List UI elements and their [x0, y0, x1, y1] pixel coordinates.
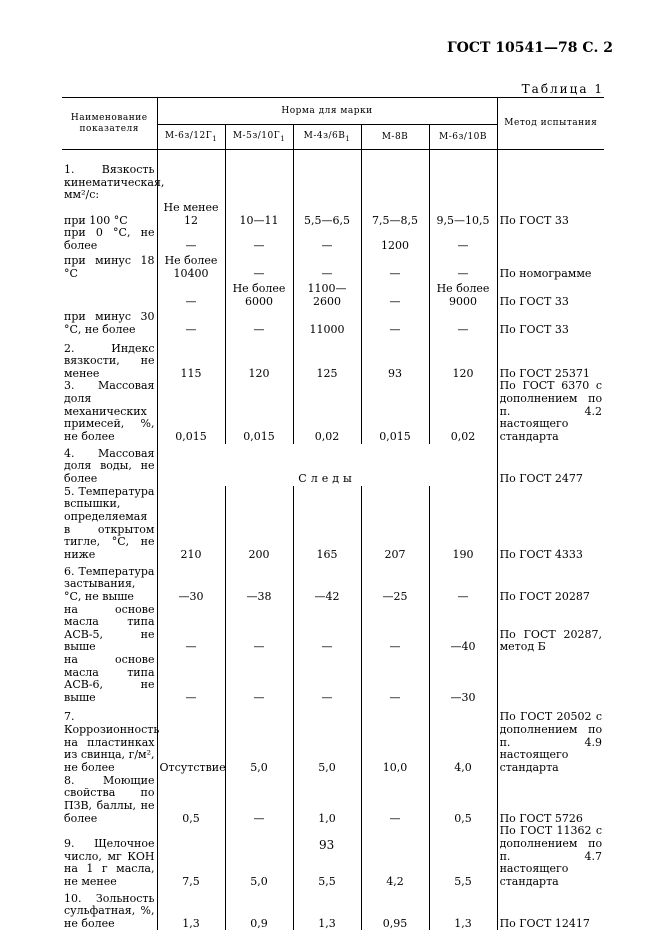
value-cell-grade-4: —	[361, 654, 429, 705]
test-method	[497, 227, 604, 252]
indicator-name: 5. Температура вспышки, определяемая в открытом тигле, °С, не ниже	[64, 484, 155, 561]
test-method	[497, 164, 604, 202]
test-method: По ГОСТ 20287	[497, 562, 604, 604]
grade-header-1	[157, 125, 225, 150]
value-cell-grade-5: 9,5—10,5	[429, 202, 497, 227]
value-cell-grade-2: 5,0	[225, 825, 293, 888]
indicator-name: 1. Вязкость кинематическая, мм²/с:	[64, 163, 165, 202]
table-row	[62, 202, 604, 227]
test-method: По ГОСТ 12417	[497, 888, 604, 930]
value-cell-grade-5: 190	[429, 486, 497, 562]
value-cell-grade-5	[429, 164, 497, 202]
value-cell-grade-3: —	[293, 604, 361, 655]
value-cell-grade-3: —	[293, 654, 361, 705]
test-method: По ГОСТ 6370 с дополнением по п. 4.2 настоящего стандарта	[497, 380, 604, 443]
value-cell-grade-1: Не более 10400	[157, 252, 225, 280]
table-row	[62, 444, 604, 486]
indicator-name: 10. Зольность сульфатная, %, не более	[64, 891, 155, 930]
test-method: По ГОСТ 25371	[497, 336, 604, 380]
indicator-name: при минус 18 °С	[64, 254, 155, 280]
value-cell-grade-4: 93	[361, 336, 429, 380]
indicator-name: при минус 30 °С, не более	[64, 310, 155, 336]
table-row	[62, 380, 604, 443]
table-row	[62, 227, 604, 252]
test-method: По ГОСТ 33	[497, 202, 604, 227]
value-cell-grade-4	[361, 164, 429, 202]
indicator-name: 9. Щелочное число, мг КОН на 1 г масла, не менее	[64, 836, 155, 888]
test-method: По ГОСТ 4333	[497, 486, 604, 562]
spec-table	[62, 97, 604, 930]
table-row	[62, 252, 604, 280]
indicator-name	[62, 280, 157, 308]
value-cell-grade-5: —40	[429, 604, 497, 655]
grade-subscript: 1	[212, 134, 218, 143]
value-cell-grade-2	[225, 164, 293, 202]
value-cell-grade-4: 4,2	[361, 825, 429, 888]
value-cell-grade-1: 115	[157, 336, 225, 380]
value-cell-grade-1: —30	[157, 562, 225, 604]
test-method	[497, 654, 604, 705]
value-cell-grade-3	[293, 164, 361, 202]
value-cell-grade-2: —	[225, 252, 293, 280]
value-cell-grade-1: —	[157, 227, 225, 252]
grade-label: М-6з/12Г	[164, 131, 213, 142]
document-header: ГОСТ 10541—78 С. 2	[447, 40, 613, 56]
table-label: Таблица 1	[521, 82, 604, 96]
test-method: По ГОСТ 20287, метод Б	[497, 604, 604, 655]
table-row	[62, 562, 604, 604]
value-cell-grade-1: 1,3	[157, 888, 225, 930]
table-row	[62, 164, 604, 202]
grade-header-2	[225, 125, 293, 150]
value-cell-grade-3: 1100—2600	[293, 280, 361, 308]
value-cell-grade-5: Не более 9000	[429, 280, 497, 308]
value-cell-grade-5: —	[429, 227, 497, 252]
indicator-name: 4. Массовая доля воды, не более	[64, 446, 155, 486]
test-method: По ГОСТ 20502 с дополнением по п. 4.9 настоящего стандарта	[497, 705, 604, 775]
value-cell-grade-5: —	[429, 308, 497, 336]
value-span-cell: Следы	[157, 444, 497, 486]
value-cell-grade-4: 7,5—8,5	[361, 202, 429, 227]
value-cell-grade-4: 207	[361, 486, 429, 562]
test-method: По ГОСТ 33	[497, 308, 604, 336]
page-number: 93	[319, 838, 335, 852]
value-cell-grade-3: 11000	[293, 308, 361, 336]
grade-header-5	[429, 125, 497, 150]
value-cell-grade-5: 4,0	[429, 705, 497, 775]
value-cell-grade-1: 0,5	[157, 775, 225, 826]
value-cell-grade-1: 7,5	[157, 825, 225, 888]
test-method: По номограмме	[497, 252, 604, 280]
indicator-name: 3. Массовая доля механических примесей, %, не более	[64, 379, 155, 444]
table-row	[62, 705, 604, 775]
value-cell-grade-4: 0,95	[361, 888, 429, 930]
value-cell-grade-1: —	[157, 604, 225, 655]
value-cell-grade-1: 210	[157, 486, 225, 562]
value-cell-grade-2: Не более 6000	[225, 280, 293, 308]
value-cell-grade-4: —	[361, 604, 429, 655]
value-cell-grade-2: 5,0	[225, 705, 293, 775]
value-cell-grade-4: —	[361, 308, 429, 336]
value-cell-grade-4: —	[361, 775, 429, 826]
value-cell-grade-1: 0,015	[157, 380, 225, 443]
table-body	[62, 150, 604, 931]
test-method: По ГОСТ 33	[497, 280, 604, 308]
grade-label: М-5з/10Г	[232, 131, 281, 142]
column-header-method: Метод испытания	[497, 98, 604, 150]
test-method: По ГОСТ 11362 с дополнением по п. 4.7 настоящего стандарта	[497, 825, 604, 888]
table-row	[62, 336, 604, 380]
value-cell-grade-5: 5,5	[429, 825, 497, 888]
value-cell-grade-2: —	[225, 604, 293, 655]
indicator-name: 7. Коррозионность на пластинках из свинца, г/м², не более	[64, 710, 160, 775]
value-cell-grade-4: —25	[361, 562, 429, 604]
value-cell-grade-3: 5,5	[293, 825, 361, 888]
value-cell-grade-3: —42	[293, 562, 361, 604]
value-cell-grade-2: —	[225, 654, 293, 705]
value-cell-grade-5: 1,3	[429, 888, 497, 930]
grade-label: М-8В	[381, 131, 409, 142]
grade-label: М-4з/6В	[303, 131, 346, 142]
indicator-name: при 0 °С, не более	[64, 226, 155, 252]
value-cell-grade-1: Отсутствие	[157, 705, 225, 775]
indicator-name: при 100 °С	[64, 213, 128, 227]
indicator-name: на основе масла типа АСВ-6, не выше	[64, 653, 155, 705]
grade-subscript: 1	[345, 134, 351, 143]
value-cell-grade-1: —	[157, 654, 225, 705]
value-cell-grade-3: 1,3	[293, 888, 361, 930]
grade-header-4	[361, 125, 429, 150]
grade-label: М-6з/10В	[439, 131, 488, 142]
value-cell-grade-3: —	[293, 252, 361, 280]
value-cell-grade-5: 120	[429, 336, 497, 380]
value-cell-grade-3: 165	[293, 486, 361, 562]
value-cell-grade-2: 200	[225, 486, 293, 562]
value-cell-grade-4: —	[361, 252, 429, 280]
value-cell-grade-4: 10,0	[361, 705, 429, 775]
value-cell-grade-2: 0,015	[225, 380, 293, 443]
value-cell-grade-3: 5,0	[293, 705, 361, 775]
value-cell-grade-5: —	[429, 252, 497, 280]
table-row	[62, 825, 604, 888]
table-row	[62, 486, 604, 562]
value-cell-grade-1: —	[157, 280, 225, 308]
value-cell-grade-2: —38	[225, 562, 293, 604]
value-cell-grade-4: 1200	[361, 227, 429, 252]
table-row	[62, 280, 604, 308]
grade-header-3	[293, 125, 361, 150]
indicator-name: 6. Температура застывания, °С, не выше	[64, 564, 155, 603]
test-method: По ГОСТ 5726	[497, 775, 604, 826]
value-cell-grade-3: 1,0	[293, 775, 361, 826]
value-cell-grade-2: —	[225, 227, 293, 252]
value-cell-grade-3: 5,5—6,5	[293, 202, 361, 227]
value-cell-grade-2: 120	[225, 336, 293, 380]
value-cell-grade-2: 0,9	[225, 888, 293, 930]
column-header-norm: Норма для марки	[157, 98, 497, 125]
value-cell-grade-1: —	[157, 308, 225, 336]
column-header-name: Наименование показателя	[62, 98, 157, 150]
spacer-row	[62, 150, 604, 165]
value-cell-grade-5: 0,02	[429, 380, 497, 443]
indicator-name: на основе масла типа АСВ-5, не выше	[64, 602, 155, 654]
value-cell-grade-4: —	[361, 280, 429, 308]
value-cell-grade-5: —	[429, 562, 497, 604]
table-row	[62, 654, 604, 705]
value-cell-grade-2: 10—11	[225, 202, 293, 227]
test-method: По ГОСТ 2477	[497, 444, 604, 486]
table-row	[62, 888, 604, 930]
value-cell-grade-2: —	[225, 308, 293, 336]
indicator-name: 8. Моющие свойства по ПЗВ, баллы, не более	[64, 773, 155, 825]
value-cell-grade-1	[157, 164, 225, 202]
value-cell-grade-5: 0,5	[429, 775, 497, 826]
table-row	[62, 604, 604, 655]
value-cell-grade-1: Не менее 12	[157, 202, 225, 227]
value-cell-grade-5: —30	[429, 654, 497, 705]
grade-subscript: 1	[280, 134, 286, 143]
table-row	[62, 308, 604, 336]
value-cell-grade-3: 125	[293, 336, 361, 380]
value-cell-grade-2: —	[225, 775, 293, 826]
value-cell-grade-3: —	[293, 227, 361, 252]
indicator-name: 2. Индекс вязкости, не менее	[64, 341, 155, 380]
value-cell-grade-4: 0,015	[361, 380, 429, 443]
value-cell-grade-3: 0,02	[293, 380, 361, 443]
table-row	[62, 775, 604, 826]
